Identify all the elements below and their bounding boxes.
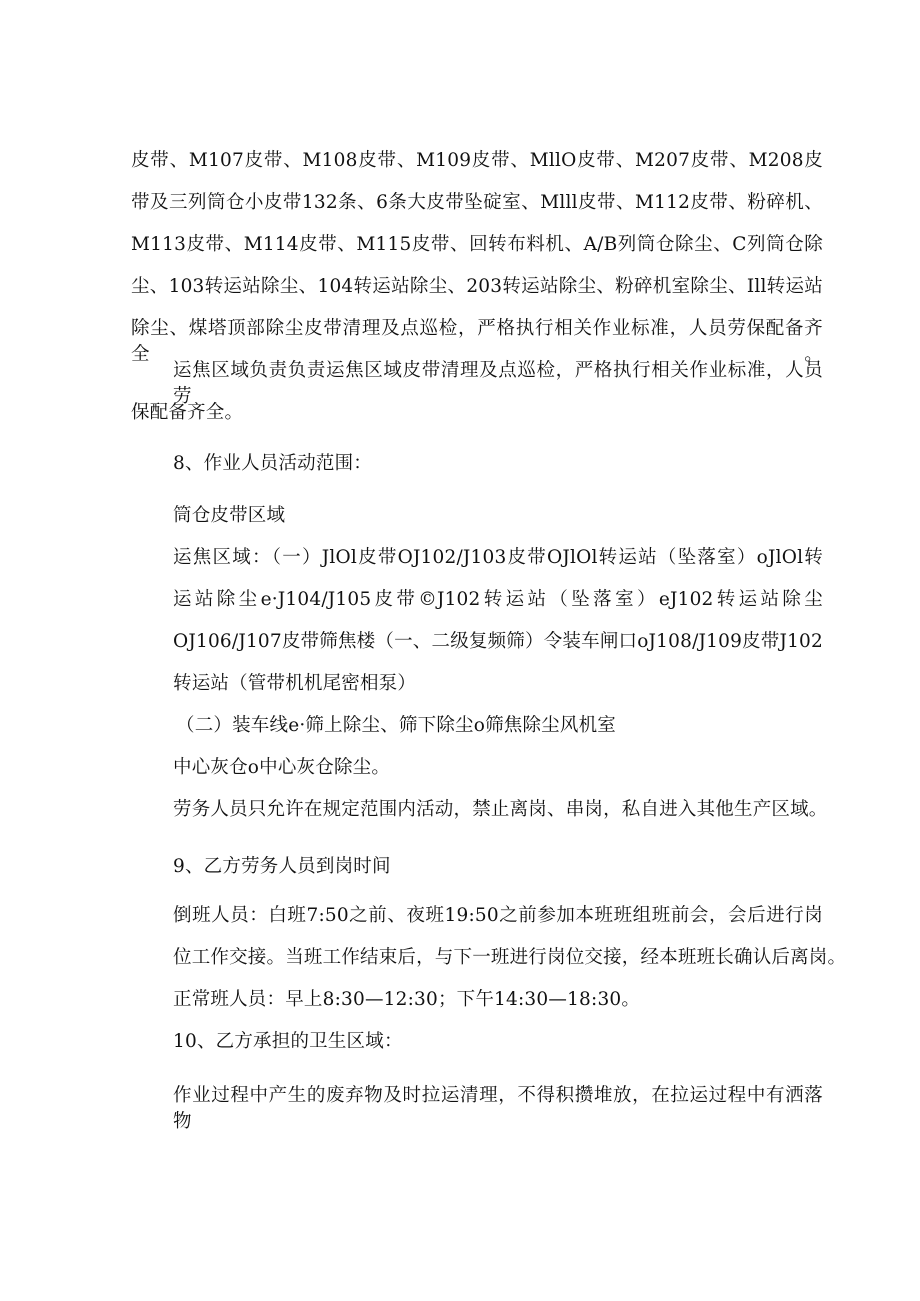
- paragraph-line: 带及三列筒仓小皮带132条、6条大皮带坠碇室、Mlll皮带、M112皮带、粉碎机、: [131, 192, 823, 213]
- paragraph-line: 运焦区域负责负责运焦区域皮带清理及点巡检，严格执行相关作业标准，人员劳: [173, 360, 823, 407]
- paragraph-line: OJ106/J107皮带筛焦楼（一、二级复频筛）令装车闸口oJ108/J109皮带J102: [173, 631, 823, 652]
- paragraph-line: 位工作交接。当班工作结束后，与下一班进行岗位交接，经本班班长确认后离岗。: [173, 947, 847, 968]
- paragraph-line: 作业过程中产生的废弃物及时拉运清理，不得积攒堆放，在拉运过程中有洒落物: [173, 1085, 823, 1132]
- paragraph-line: 运站除尘e·J104/J105皮带©J102转运站（坠落室）eJ102转运站除尘: [173, 589, 823, 610]
- paragraph-line: 转运站（管带机机尾密相泵）: [173, 673, 417, 694]
- paragraph-line: 除尘、煤塔顶部除尘皮带清理及点巡检，严格执行相关作业标准，人员劳保配备齐全。: [131, 318, 823, 365]
- paragraph-line: 皮带、M107皮带、M108皮带、M109皮带、MllO皮带、M207皮带、M208皮: [131, 150, 823, 171]
- section-subheading: 筒仓皮带区域: [173, 505, 286, 526]
- paragraph-line: 倒班人员：白班7:50之前、夜班19:50之前参加本班班组班前会，会后进行岗: [173, 905, 823, 926]
- section-heading: 8、作业人员活动范围：: [173, 453, 372, 474]
- section-heading: 9、乙方劳务人员到岗时间: [173, 856, 391, 877]
- list-item: 中心灰仓o中心灰仓除尘。: [173, 757, 391, 778]
- paragraph-line: 保配备齐全。: [131, 402, 244, 423]
- paragraph-line: 正常班人员：早上8:30—12:30；下午14:30—18:30。: [173, 989, 641, 1010]
- list-item: （二）装车线e·筛上除尘、筛下除尘o筛焦除尘风机室: [176, 715, 616, 736]
- paragraph-line: M113皮带、M114皮带、M115皮带、回转布料机、A/B列筒仓除尘、C列筒仓除: [131, 234, 823, 255]
- section-heading: 10、乙方承担的卫生区域：: [173, 1031, 403, 1052]
- paragraph-line: 劳务人员只允许在规定范围内活动，禁止离岗、串岗，私自进入其他生产区域。: [173, 799, 828, 820]
- paragraph-line: 运焦区域：（一）JlOl皮带OJ102/J103皮带OJlOl转运站（坠落室）oJlOl转: [173, 547, 823, 568]
- paragraph-line: 尘、103转运站除尘、104转运站除尘、203转运站除尘、粉碎机室除尘、Ill转运站: [131, 276, 823, 297]
